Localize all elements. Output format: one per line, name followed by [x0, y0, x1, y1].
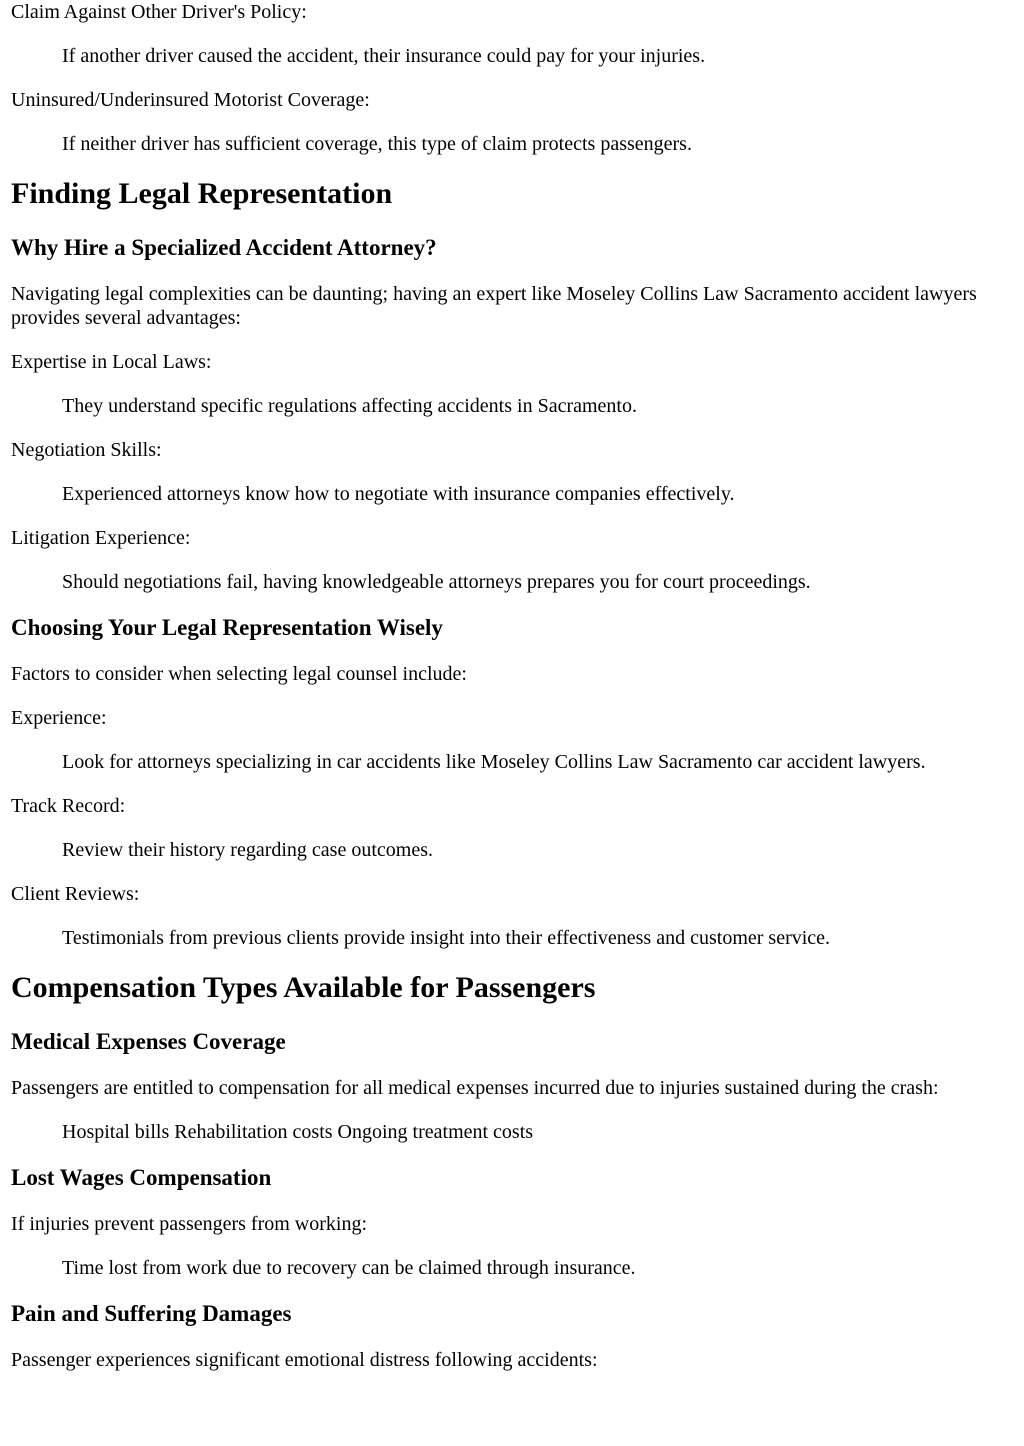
- desc-local-laws: They understand specific regulations affecting accidents in Sacramento.: [62, 395, 637, 417]
- desc-track-record: Review their history regarding case outcomes.: [62, 839, 433, 861]
- paragraph-why-hire-intro: Navigating legal complexities can be daunting; having an expert like Moseley Collins Law Sacramento accident lawyers provides several advantages:: [11, 283, 977, 329]
- term-claim-other-driver: Claim Against Other Driver's Policy:: [11, 1, 307, 23]
- paragraph-pain-intro: Passenger experiences significant emotional distress following accidents:: [11, 1349, 598, 1371]
- heading-why-hire-attorney: Why Hire a Specialized Accident Attorney?: [11, 235, 437, 260]
- desc-experience: Look for attorneys specializing in car accidents like Moseley Collins Law Sacramento car accident lawyers.: [62, 751, 926, 773]
- term-litigation-experience: Litigation Experience:: [11, 527, 191, 549]
- term-local-laws: Expertise in Local Laws:: [11, 351, 212, 373]
- desc-negotiation-skills: Experienced attorneys know how to negotiate with insurance companies effectively.: [62, 483, 735, 505]
- term-uninsured-motorist: Uninsured/Underinsured Motorist Coverage:: [11, 89, 370, 111]
- paragraph-medical-intro: Passengers are entitled to compensation for all medical expenses incurred due to injuries sustained during the crash:: [11, 1077, 939, 1099]
- desc-medical-list: Hospital bills Rehabilitation costs Ongoing treatment costs: [62, 1121, 534, 1143]
- heading-pain-suffering: Pain and Suffering Damages: [11, 1301, 292, 1326]
- term-negotiation-skills: Negotiation Skills:: [11, 439, 162, 461]
- desc-client-reviews: Testimonials from previous clients provide insight into their effectiveness and customer service.: [62, 927, 831, 949]
- paragraph-choosing-intro: Factors to consider when selecting legal counsel include:: [11, 663, 467, 685]
- term-track-record: Track Record:: [11, 795, 126, 817]
- heading-finding-legal-representation: Finding Legal Representation: [11, 177, 393, 210]
- heading-lost-wages: Lost Wages Compensation: [11, 1165, 272, 1190]
- desc-litigation-experience: Should negotiations fail, having knowledgeable attorneys prepares you for court proceedings.: [62, 571, 811, 593]
- desc-claim-other-driver: If another driver caused the accident, their insurance could pay for your injuries.: [62, 45, 706, 67]
- heading-medical-expenses: Medical Expenses Coverage: [11, 1029, 286, 1054]
- heading-compensation-types: Compensation Types Available for Passengers: [11, 971, 596, 1004]
- heading-choosing-representation: Choosing Your Legal Representation Wisely: [11, 615, 443, 640]
- term-client-reviews: Client Reviews:: [11, 883, 140, 905]
- desc-wages: Time lost from work due to recovery can be claimed through insurance.: [62, 1257, 636, 1279]
- term-experience: Experience:: [11, 707, 107, 729]
- desc-uninsured-motorist: If neither driver has sufficient coverage, this type of claim protects passengers.: [62, 133, 692, 155]
- paragraph-wages-intro: If injuries prevent passengers from working:: [11, 1213, 368, 1235]
